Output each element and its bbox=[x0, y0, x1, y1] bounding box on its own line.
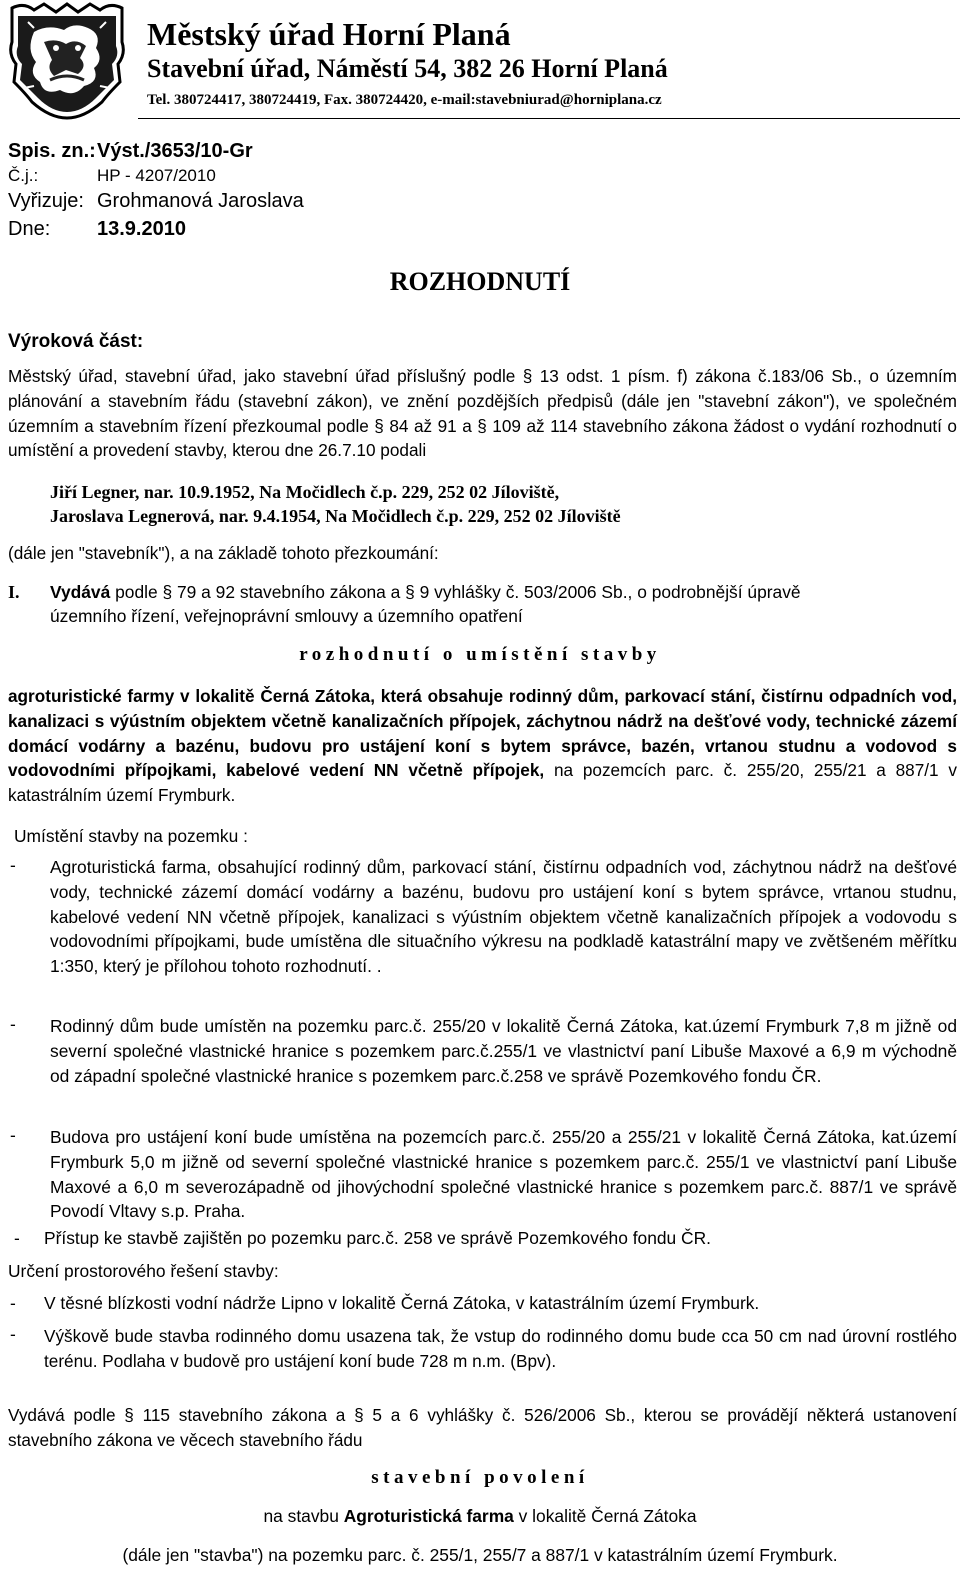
applicant-1: Jiří Legner, nar. 10.9.1952, Na Močidlech č.p. 229, 252 02 Jíloviště, bbox=[50, 482, 560, 502]
handled-by-label: Vyřizuje: bbox=[8, 190, 84, 212]
date-value: 13.9.2010 bbox=[97, 218, 186, 240]
placement-item-4: Přístup ke stavbě zajištěn po pozemku parc.č. 258 ve správě Pozemkového fondu ČR. bbox=[44, 1228, 711, 1248]
office-name: Městský úřad Horní Planá bbox=[147, 16, 511, 52]
list-bullet: - bbox=[10, 1014, 16, 1034]
contact-info: Tel. 380724417, 380724419, Fax. 380724420, e-mail:stavebniurad@horniplana.cz bbox=[147, 92, 662, 108]
municipal-coat-of-arms-logo bbox=[4, 2, 130, 120]
placement-heading: Umístění stavby na pozemku : bbox=[14, 826, 248, 846]
placement-item-1: Agroturistická farma, obsahující rodinný dům, parkovací stání, čistírnu odpadních vod, záchytnou nádrž na dešťové vody, technické zázemí domácí vodárny a bazénu, budovu pro ustájení koní s bytem správce, vrtanou studnu, kabelové vedení NN včetně přípojek, kanalizaci s výústním objektem včetně kanalizačních přípojek a vodovodu s vodovodními přípojkami, bude umístěna dle situačního výkresu na podkladě katastrální mapy ve zvětšeném měřítku 1:350, který je přílohou tohoto rozhodnutí. . bbox=[50, 857, 957, 977]
section-numeral: I. bbox=[8, 582, 20, 602]
section-i-verb: Vydává bbox=[50, 582, 111, 602]
reference-number-label: Č.j.: bbox=[8, 166, 39, 185]
header-divider bbox=[138, 118, 960, 119]
section-i-text-1: podle § 79 a 92 stavebního zákona a § 9 vyhlášky č. 503/2006 Sb., o podrobnější úpravě bbox=[115, 582, 801, 602]
list-bullet: - bbox=[10, 855, 16, 875]
operative-part-heading: Výroková část: bbox=[8, 331, 144, 352]
department-address: Stavební úřad, Náměstí 54, 382 26 Horní Planá bbox=[147, 54, 668, 83]
document-title: ROZHODNUTÍ bbox=[389, 267, 571, 296]
spatial-item-1: V těsné blízkosti vodní nádrže Lipno v lokalitě Černá Zátoka, v katastrálním území Frymburk. bbox=[44, 1293, 760, 1313]
intro-paragraph: Městský úřad, stavební úřad, jako stavební úřad příslušný podle § 13 odst. 1 písm. f) zákona č.183/06 Sb., o územním plánování a stavebním řádu (stavební zákon), ve znění pozdějších předpisů (dále jen "stavební zákon"), ve společném územním a stavebním řízení přezkoumal podle § 84 až 91 a § 109 až 114 stavebního zákona žádost o vydání rozhodnutí o umístění a provedení stavby, kterou dne 26.7.10 podali bbox=[8, 366, 957, 461]
permit-line-1 bbox=[0, 1506, 960, 1527]
permit-building-name: Agroturistická farma bbox=[343, 1506, 514, 1526]
placement-item-2: Rodinný dům bude umístěn na pozemku parc.č. 255/20 v lokalitě Černá Zátoka, kat.území Frymburk 7,8 m jižně od severní společné vlastnické hranice s pozemkem parc.č.255/1 ve vlastnictví paní Libuše Maxové a 6,9 m východně od západní společné vlastnické hranice s pozemkem parc.č.258 ve správě Pozemkového fondu ČR. bbox=[50, 1016, 957, 1086]
section-i-text-2: územního řízení, veřejnoprávní smlouvy a územního opatření bbox=[50, 606, 523, 626]
permit-intro: Vydává podle § 115 stavebního zákona a § 5 a 6 vyhlášky č. 526/2006 Sb., kterou se provádějí některá ustanovení stavebního zákona ve věcech stavebního řádu bbox=[8, 1405, 957, 1450]
permit-line-1-prefix: na stavbu bbox=[263, 1506, 344, 1526]
list-bullet: - bbox=[10, 1125, 16, 1145]
building-description-rest: na pozemcích parc. č. 255/20, 255/21 a 887/1 v katastrálním území Frymburk. bbox=[8, 760, 957, 806]
placement-item-3: Budova pro ustájení koní bude umístěna na pozemcích parc.č. 255/20 a 255/21 v lokalitě Černá Zátoka, kat.území Frymburk 5,0 m jižně od severní společné vlastnické hranice s pozemkem parc.č. 255/1 ve vlastnictví paní Libuše Maxové a 6,0 m severozápadně od jihovýchodní společné vlastnické hranice s pozemkem parc.č. 887/1 ve správě Povodí Vltavy s.p. Praha. bbox=[50, 1127, 957, 1222]
list-bullet: - bbox=[10, 1324, 16, 1344]
handled-by-value: Grohmanová Jaroslava bbox=[97, 190, 304, 212]
permit-line-2: (dále jen "stavba") na pozemku parc. č. 255/1, 255/7 a 887/1 v katastrálním území Frymburk. bbox=[122, 1545, 838, 1565]
building-description bbox=[8, 684, 957, 808]
building-description-bold: agroturistické farmy v lokalitě Černá Zátoka, která obsahuje rodinný dům, parkovací stání, čistírnu odpadních vod, kanalizaci s výústním objektem včetně kanalizačních přípojek, záchytnou nádrž na dešťové vody, technické zázemí domácí vodárny a bazénu, budovu pro ustájení koní s bytem správce, bazén, vrtanou studnu a vodovod s vodovodními přípojkami, kabelové vedení NN včetně přípojek, bbox=[8, 686, 957, 781]
spatial-heading: Určení prostorového řešení stavby: bbox=[8, 1261, 279, 1281]
reference-number-value: HP - 4207/2010 bbox=[97, 166, 216, 185]
applicant-2: Jaroslava Legnerová, nar. 9.4.1954, Na Močidlech č.p. 229, 252 02 Jíloviště bbox=[50, 506, 621, 526]
date-label: Dne: bbox=[8, 218, 51, 240]
list-bullet: - bbox=[14, 1228, 20, 1248]
list-bullet: - bbox=[10, 1293, 16, 1313]
file-number-label: Spis. zn.: bbox=[8, 140, 96, 162]
permit-line-1-suffix: v lokalitě Černá Zátoka bbox=[513, 1506, 697, 1526]
applicants-note: (dále jen "stavebník"), a na základě tohoto přezkoumání: bbox=[8, 543, 439, 563]
section-i-line-1 bbox=[50, 582, 801, 603]
placement-decision-heading: rozhodnutí o umístění stavby bbox=[299, 644, 661, 665]
spatial-item-2: Výškově bude stavba rodinného domu usazena tak, že vstup do rodinného domu bude cca 50 cm nad úrovní rostlého terénu. Podlaha v budově pro ustájení koní bude 728 m n.m. (Bpv). bbox=[44, 1326, 957, 1371]
building-permit-heading: stavební povolení bbox=[371, 1467, 589, 1488]
file-number-value: Výst./3653/10-Gr bbox=[97, 140, 253, 162]
